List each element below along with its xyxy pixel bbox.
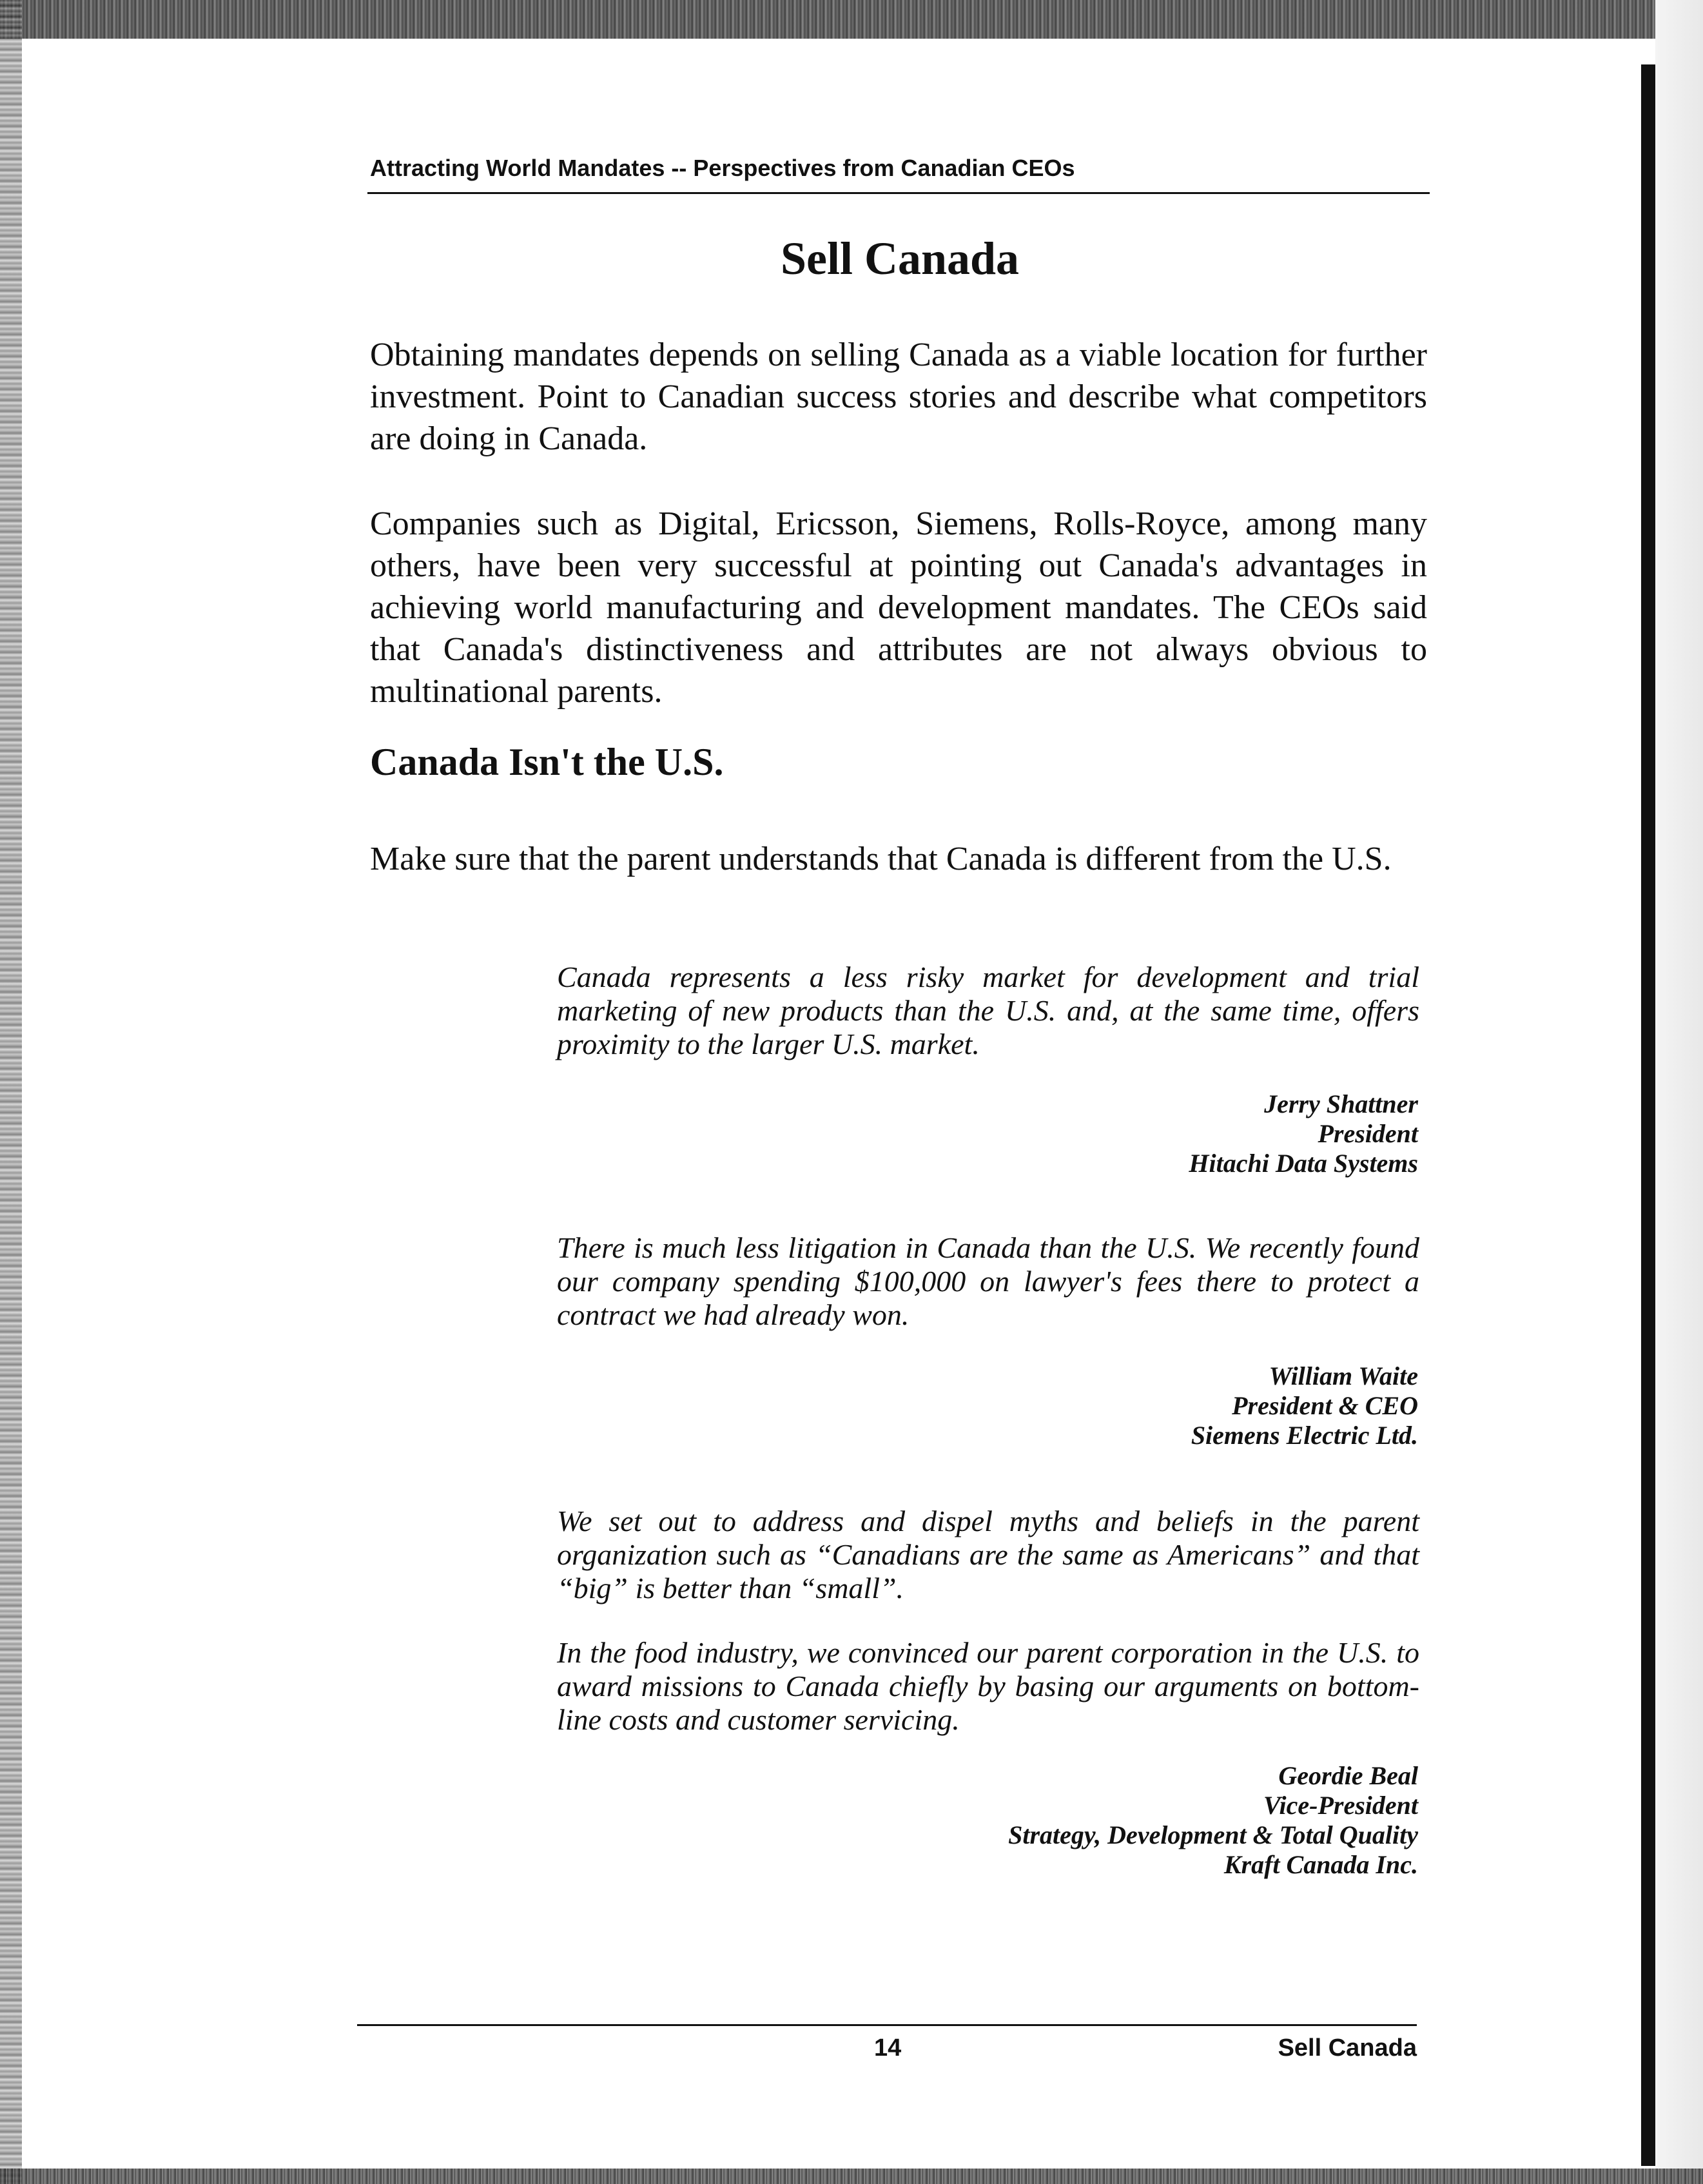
quote-shattner: Canada represents a less risky market for development and trial marketing of new products than the U.S. and, at the same time, offers proximity to the larger U.S. market.: [557, 960, 1419, 1060]
page-title: Sell Canada: [780, 233, 1020, 284]
attribution-role-detail: Strategy, Development & Total Quality: [1008, 1820, 1418, 1849]
quote-beal-part-2: In the food industry, we convinced our parent corporation in the U.S. to award missions to Canada chiefly by basing our arguments on bottom-line costs and customer servicing.: [557, 1636, 1419, 1736]
footer-rule: [357, 2024, 1417, 2026]
scan-border-left: [0, 0, 22, 2184]
attribution-shattner: [1189, 1089, 1418, 1178]
section-heading: Canada Isn't the U.S.: [370, 741, 724, 783]
footer-section-title: Sell Canada: [1278, 2034, 1417, 2062]
quote-waite: There is much less litigation in Canada than the U.S. We recently found our company spending $100,000 on lawyer's fees there to protect a contract we had already won.: [557, 1231, 1419, 1331]
running-head: Attracting World Mandates -- Perspectives from Canadian CEOs: [370, 155, 1075, 181]
section-intro: Make sure that the parent understands that Canada is different from the U.S.: [370, 841, 1392, 877]
binding-shadow-bar: [1641, 64, 1655, 2166]
scan-border-top: [0, 0, 1703, 39]
attribution-company: Hitachi Data Systems: [1189, 1149, 1418, 1178]
attribution-beal: [1008, 1761, 1418, 1880]
body-paragraph-2: Companies such as Digital, Ericsson, Siemens, Rolls-Royce, among many others, have been very successful at pointing out Canada's advantages in achieving world manufacturing and development mandates. The CEOs said that Canada's distinctiveness and attributes are not always obvious to multinational parents.: [370, 505, 1427, 710]
header-rule: [367, 192, 1430, 194]
scan-border-right: [1655, 0, 1703, 2184]
quote-beal-part-1: We set out to address and dispel myths and beliefs in the parent organization such as “Canadians are the same as Americans” and that “big” is better than “small”.: [557, 1505, 1419, 1604]
attribution-role: President: [1318, 1119, 1418, 1148]
scan-border-bottom: [0, 2169, 1703, 2184]
body-paragraph-1: Obtaining mandates depends on selling Canada as a viable location for further investment. Point to Canadian success stories and describe what competitors are doing in Canada.: [370, 336, 1427, 457]
attribution-waite: [1191, 1361, 1418, 1450]
attribution-name: William Waite: [1269, 1361, 1418, 1390]
attribution-role: President & CEO: [1232, 1391, 1418, 1420]
attribution-company: Kraft Canada Inc.: [1223, 1850, 1418, 1879]
attribution-company: Siemens Electric Ltd.: [1191, 1421, 1418, 1450]
attribution-role: Vice-President: [1263, 1791, 1418, 1820]
attribution-name: Jerry Shattner: [1264, 1089, 1418, 1118]
attribution-name: Geordie Beal: [1278, 1761, 1418, 1790]
page-number: 14: [874, 2034, 902, 2062]
